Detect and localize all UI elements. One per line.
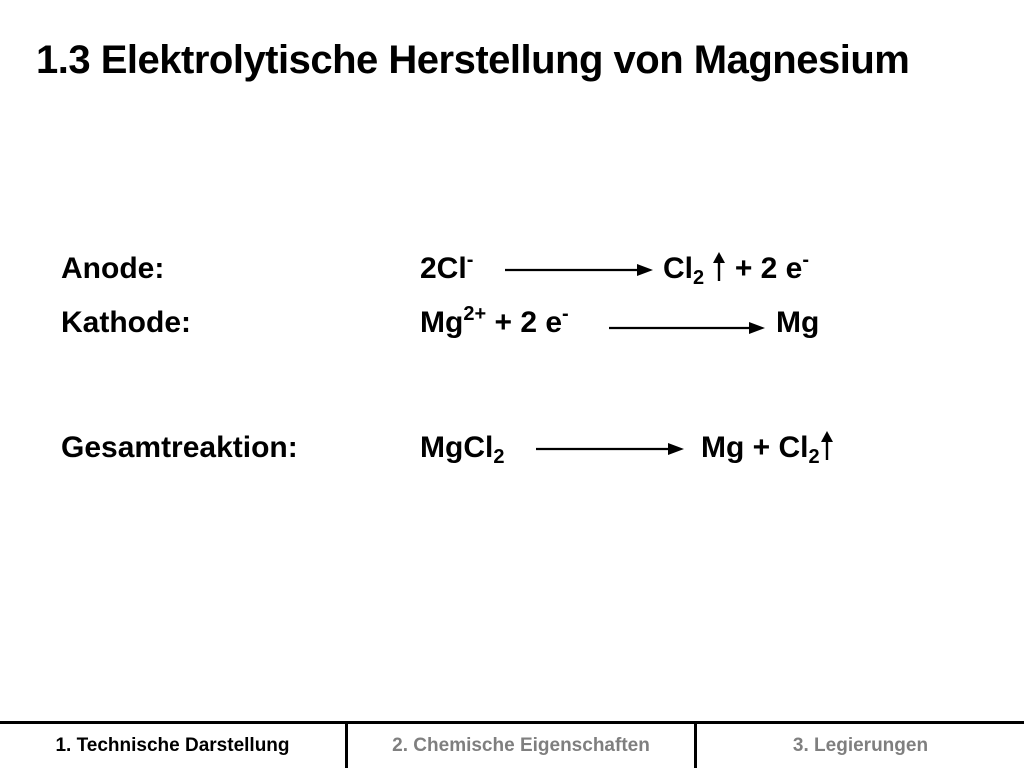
- equation-lhs: 2Cl-: [420, 249, 474, 285]
- tab-legierungen[interactable]: 3. Legierungen: [792, 735, 929, 756]
- up-arrow-icon: [820, 431, 834, 461]
- tab-technische-darstellung[interactable]: 1. Technische Darstellung: [0, 724, 348, 768]
- equation-label: Gesamtreaktion:: [61, 431, 298, 464]
- reaction-arrow-icon: [505, 263, 653, 277]
- tab-chemische-eigenschaften[interactable]: 2. Chemische Eigenschaften: [348, 724, 697, 768]
- up-arrow-icon: [712, 252, 726, 282]
- equation-label: Anode:: [61, 252, 165, 285]
- equation-anode: [0, 248, 1024, 292]
- equation-lhs: MgCl$_2$: [420, 431, 505, 468]
- page-title: 1.3 Elektrolytische Herstellung von Magnesium: [36, 38, 910, 82]
- equation-rhs: $Cl_2 + 2$ e-: [663, 249, 810, 289]
- equation-rhs: $Mg + Cl_2$: [701, 431, 834, 465]
- reaction-arrow-icon: [609, 321, 765, 335]
- equation-lhs: $Mg^{2+} + 2$ e-: [420, 303, 569, 339]
- equation-rhs: Mg: [776, 306, 820, 339]
- equation-kathode: [0, 302, 1024, 346]
- equation-gesamt: [0, 427, 1024, 471]
- equation-label: Kathode:: [61, 306, 191, 339]
- footer-nav: [0, 721, 1024, 768]
- reaction-arrow-icon: [536, 442, 684, 456]
